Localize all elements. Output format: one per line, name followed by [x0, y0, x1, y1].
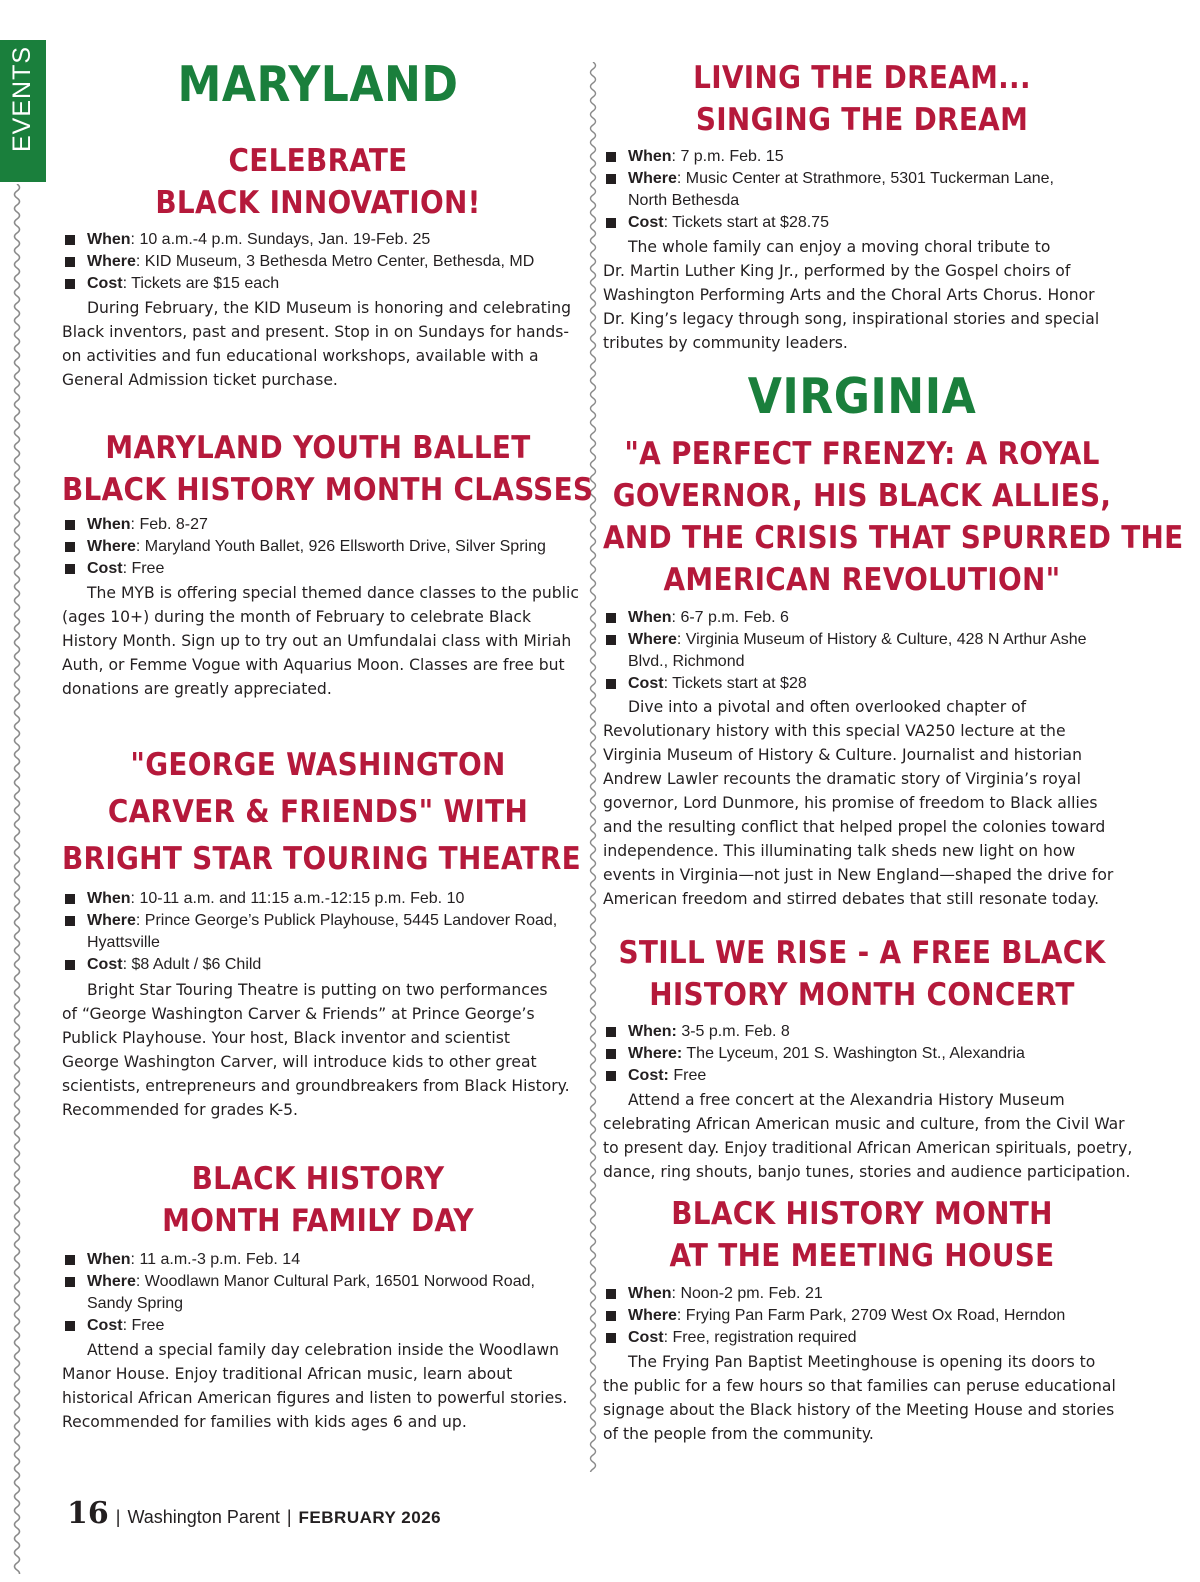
- event-when: When: 10 a.m.-4 p.m. Sundays, Jan. 19-Feb. 25: [62, 229, 574, 251]
- event-title-line: BLACK HISTORY: [191, 1161, 445, 1197]
- event-title-line: MARYLAND YOUTH BALLET: [105, 430, 531, 466]
- page-number: 16: [67, 1496, 109, 1531]
- event-when: When: 10-11 a.m. and 11:15 a.m.-12:15 p.m. Feb. 10: [62, 888, 574, 910]
- event-where: Where: Virginia Museum of History & Culture, 428 N Arthur Ashe Blvd., Richmond: [603, 629, 1121, 673]
- event-title-line: LIVING THE DREAM...: [693, 60, 1031, 96]
- event-title-line: MONTH FAMILY DAY: [162, 1203, 474, 1239]
- event-where: Where: Maryland Youth Ballet, 926 Ellsworth Drive, Silver Spring: [62, 536, 574, 558]
- event-description: Attend a special family day celebration inside the Woodlawn Manor House. Enjoy traditional African music, learn about historical African American figures and listen to powerful stories. Recommended for families with kids ages 6 and up.: [62, 1341, 568, 1431]
- event-cost: Cost: Tickets start at $28: [603, 673, 1121, 695]
- event-description: The whole family can enjoy a moving choral tribute to Dr. Martin Luther King Jr., performed by the Gospel choirs of Washington Performing Arts and the Choral Arts Chorus. Honor Dr. King’s legacy through song, inspirational stories and special tributes by community leaders.: [603, 238, 1100, 352]
- event-title-line: HISTORY MONTH CONCERT: [649, 977, 1075, 1013]
- footer-separator: |: [286, 1507, 292, 1527]
- event-details: [603, 1283, 1121, 1349]
- event-where: Where: Frying Pan Farm Park, 2709 West Ox Road, Herndon: [603, 1305, 1121, 1327]
- event-details: [62, 888, 574, 976]
- left-wavy-border: [10, 184, 24, 1574]
- event-when: When: 7 p.m. Feb. 15: [603, 146, 1121, 168]
- event-title-line: STILL WE RISE - A FREE BLACK: [618, 935, 1106, 971]
- event-title-line: SINGING THE DREAM: [695, 102, 1029, 138]
- event-when: When: 6-7 p.m. Feb. 6: [603, 607, 1121, 629]
- event-cost: Cost: Free: [62, 558, 574, 580]
- event-title: [62, 1158, 574, 1242]
- event-where: Where: Prince George’s Publick Playhouse, 5445 Landover Road, Hyattsville: [62, 910, 574, 954]
- event-description: The Frying Pan Baptist Meetinghouse is opening its doors to the public for a few hours so that families can peruse educational signage about the Black history of the Meeting House and stories of the people from the community.: [603, 1353, 1116, 1443]
- event-title-line: AND THE CRISIS THAT SPURRED THE: [603, 520, 1184, 556]
- event-title-line: GOVERNOR, HIS BLACK ALLIES,: [612, 478, 1112, 514]
- event-details: [603, 146, 1121, 234]
- event-title-line: "GEORGE WASHINGTON: [130, 747, 506, 783]
- event-title: [62, 427, 594, 511]
- event-details: [62, 229, 574, 295]
- event-title: [62, 140, 574, 224]
- event-title-line: BLACK HISTORY MONTH: [671, 1196, 1053, 1232]
- event-title-line: AMERICAN REVOLUTION": [663, 562, 1061, 598]
- event-when: When: Noon-2 pm. Feb. 21: [603, 1283, 1121, 1305]
- event-cost: Cost: Free: [62, 1315, 574, 1337]
- event-where: Where: Music Center at Strathmore, 5301 Tuckerman Lane, North Bethesda: [603, 168, 1121, 212]
- event-cost: Cost: Free: [603, 1065, 1121, 1087]
- event-description: During February, the KID Museum is honoring and celebrating Black inventors, past and present. Stop in on Sundays for hands- on activities and fun educational workshops, available with a General Admission ticket purchase.: [62, 299, 572, 389]
- issue-date: FEBRUARY 2026: [298, 1508, 442, 1527]
- page-footer: [67, 1496, 441, 1536]
- event-cost: Cost: Free, registration required: [603, 1327, 1121, 1349]
- event-title-line: CARVER & FRIENDS" WITH: [107, 794, 529, 830]
- event-description: The MYB is offering special themed dance classes to the public (ages 10+) during the month of February to celebrate Black History Month. Sign up to try out an Umfundalai class with Miriah Auth, or Femme Vogue with Aquarius Moon. Classes are free but donations are greatly appreciated.: [62, 584, 579, 698]
- event-where: Where: The Lyceum, 201 S. Washington St., Alexandria: [603, 1043, 1121, 1065]
- column-wavy-divider: [586, 62, 600, 1472]
- event-title: [603, 932, 1121, 1016]
- event-where: Where: Woodlawn Manor Cultural Park, 16501 Norwood Road, Sandy Spring: [62, 1271, 574, 1315]
- event-cost: Cost: Tickets start at $28.75: [603, 212, 1121, 234]
- state-heading-virginia: VIRGINIA: [747, 368, 977, 425]
- event-title: [603, 433, 1184, 601]
- event-title: [603, 57, 1121, 141]
- event-description: Dive into a pivotal and often overlooked chapter of Revolutionary history with this special VA250 lecture at the Virginia Museum of History & Culture. Journalist and historian Andrew Lawler recounts the dramatic story of Virginia’s royal governor, Lord Dunmore, his promise of freedom to Black allies and the resulting conflict that helped propel the colonies toward independence. This illuminating talk sheds new light on how events in Virginia—not just in New England—shaped the drive for American freedom and stirred debates that still resonate today.: [603, 698, 1114, 908]
- event-details: [62, 514, 574, 580]
- event-when: When: 3-5 p.m. Feb. 8: [603, 1021, 1121, 1043]
- event-cost: Cost: Tickets are $15 each: [62, 273, 574, 295]
- section-tab-label: EVENTS: [8, 45, 36, 152]
- event-description: Bright Star Touring Theatre is putting on two performances of “George Washington Carver & Friends” at Prince George’s Publick Playhouse. Your host, Black inventor and scientist George Washington Carver, will introduce kids to other great scientists, entrepreneurs and groundbreakers from Black History. Recommended for grades K-5.: [62, 981, 570, 1119]
- event-title-line: "A PERFECT FRENZY: A ROYAL: [624, 436, 1100, 472]
- event-title-line: BLACK INNOVATION!: [155, 185, 481, 221]
- event-details: [603, 1021, 1121, 1087]
- event-title-line: BRIGHT STAR TOURING THEATRE: [62, 841, 581, 877]
- publication-name: Washington Parent: [127, 1507, 280, 1527]
- event-title: [62, 742, 581, 883]
- event-details: [603, 607, 1121, 695]
- state-heading-maryland: MARYLAND: [177, 56, 459, 113]
- footer-separator: |: [115, 1507, 121, 1527]
- section-tab: [0, 40, 46, 182]
- event-description: Attend a free concert at the Alexandria History Museum celebrating African American music and culture, from the Civil War to present day. Enjoy traditional African American spirituals, poetry, dance, ring shouts, banjo tunes, stories and audience participation.: [603, 1091, 1133, 1181]
- event-when: When: Feb. 8-27: [62, 514, 574, 536]
- event-details: [62, 1249, 574, 1337]
- event-cost: Cost: $8 Adult / $6 Child: [62, 954, 574, 976]
- event-title-line: BLACK HISTORY MONTH CLASSES: [62, 472, 594, 508]
- event-title-line: AT THE MEETING HOUSE: [669, 1238, 1055, 1274]
- event-when: When: 11 a.m.-3 p.m. Feb. 14: [62, 1249, 574, 1271]
- event-where: Where: KID Museum, 3 Bethesda Metro Center, Bethesda, MD: [62, 251, 574, 273]
- event-title-line: CELEBRATE: [228, 143, 408, 179]
- event-title: [603, 1193, 1121, 1277]
